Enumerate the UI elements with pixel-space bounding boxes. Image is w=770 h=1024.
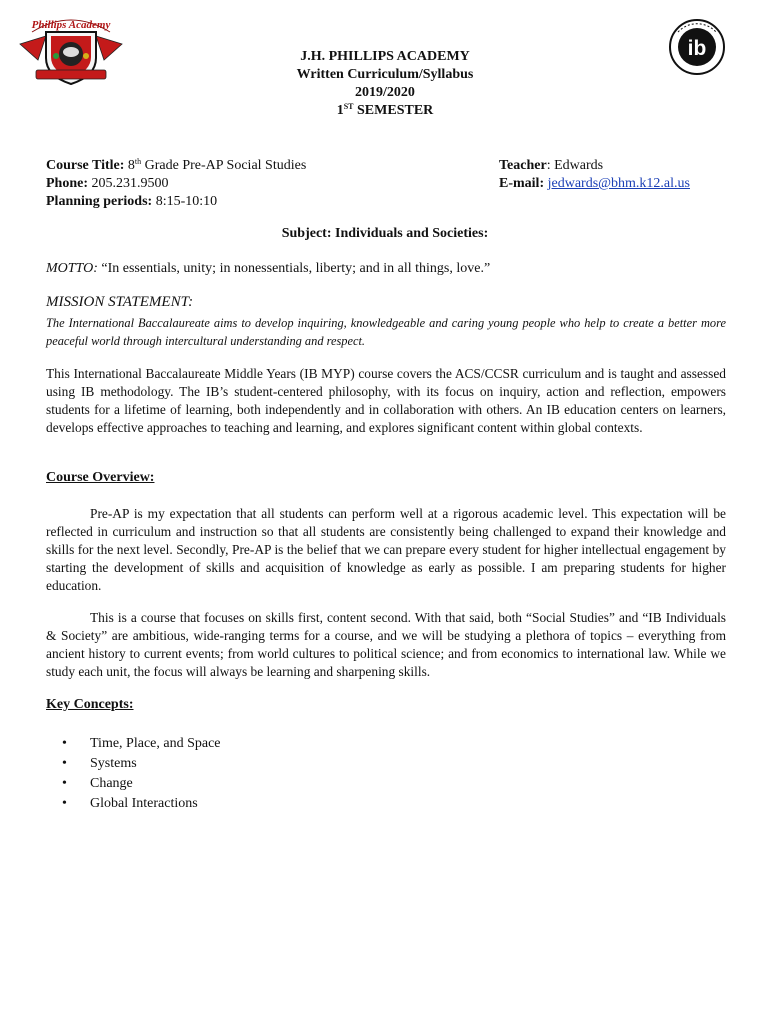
- list-item: [62, 774, 221, 794]
- course-grade-ordinal: th: [134, 157, 142, 166]
- list-item: [62, 794, 221, 814]
- concept-label: Time, Place, and Space: [90, 736, 221, 751]
- key-concepts-list: [62, 734, 221, 814]
- semester-ordinal: ST: [343, 102, 354, 111]
- semester-line: [200, 102, 570, 120]
- semester-number: 1: [336, 103, 344, 118]
- intro-paragraph: This International Baccalaureate Middle Years (IB MYP) course covers the ACS/CCSR curriculum and is taught and assessed using IB methodology. The IB’s student-centered philosophy, with its focus on inquiry, action and reflection, empowers students for a lifetime of learning, both independently and in collaboration with others. An IB education centers on learners, develops effective approaches to teaching and learning, and explores significant content within global contexts.: [46, 366, 726, 435]
- course-grade: 8: [127, 158, 135, 173]
- teacher-info: [499, 157, 690, 193]
- list-item: [62, 754, 221, 774]
- motto: [46, 261, 490, 277]
- planning-value: 8:15-10:10: [155, 194, 218, 209]
- teacher-label: Teacher: [499, 158, 547, 173]
- school-crest-logo: [18, 12, 124, 88]
- school-year: 2019/2020: [355, 85, 415, 100]
- course-title-label: Course Title:: [46, 158, 125, 173]
- ib-mark-text: ib: [687, 37, 707, 60]
- phone-value: 205.231.9500: [91, 176, 169, 191]
- concept-label: Global Interactions: [90, 796, 198, 811]
- teacher-value: : Edwards: [546, 158, 604, 173]
- teacher-line: [499, 157, 690, 175]
- mission-text: The International Baccalaureate aims to develop inquiring, knowledgeable and caring young people who help to create a better more peaceful world through intercultural understanding and respect.: [46, 316, 726, 348]
- mission-heading: MISSION STATEMENT:: [46, 294, 194, 310]
- phone-label: Phone:: [46, 176, 88, 191]
- planning-label: Planning periods:: [46, 194, 153, 209]
- concept-label: Systems: [90, 756, 137, 771]
- school-name: J.H. PHILLIPS ACADEMY: [300, 49, 470, 64]
- motto-label: MOTTO:: [46, 261, 98, 276]
- bullet-icon: •: [62, 796, 67, 811]
- list-item: [62, 734, 221, 754]
- document-header: [200, 48, 570, 120]
- email-label: E-mail:: [499, 176, 545, 191]
- email-link[interactable]: jedwards@bhm.k12.al.us: [547, 176, 690, 191]
- concept-label: Change: [90, 776, 133, 791]
- document-type: Written Curriculum/Syllabus: [296, 67, 474, 82]
- phone-line: [46, 175, 306, 193]
- semester-word: SEMESTER: [357, 103, 434, 118]
- motto-text: “In essentials, unity; in nonessentials, liberty; and in all things, love.”: [101, 261, 491, 276]
- planning-line: [46, 193, 306, 211]
- crest-arc-text: Phillips Academy: [31, 19, 111, 31]
- course-info: [46, 157, 306, 211]
- email-line: [499, 175, 690, 193]
- subject-heading: Subject: Individuals and Societies:: [281, 226, 489, 241]
- course-title-value: Grade Pre-AP Social Studies: [144, 158, 307, 173]
- overview-paragraph-2: This is a course that focuses on skills first, content second. With that said, both “Social Studies” and “IB Individuals & Society” are ambitious, wide-ranging terms for a course, and we will be studying a plethora of topics – everything from ancient history to current events; from world cultures to political science; and from economics to international law. While we study each unit, the focus will always be learning and sharpening skills.: [46, 610, 726, 679]
- course-title-line: [46, 157, 306, 175]
- course-overview-heading: Course Overview:: [46, 470, 155, 485]
- bullet-icon: •: [62, 736, 67, 751]
- overview-paragraph-1: Pre-AP is my expectation that all students can perform well at a rigorous academic level. This expectation will be reflected in curriculum and instruction so that all students are consistently being challenged to expand their knowledge and skills for the next level. Secondly, Pre-AP is the belief that we can prepare every student for higher intellectual engagement by starting the development of skills and acquisition of knowledge as early as possible. I am preparing students for higher education.: [46, 506, 726, 593]
- ib-world-school-logo: [668, 18, 726, 76]
- key-concepts-heading: Key Concepts:: [46, 697, 134, 712]
- bullet-icon: •: [62, 756, 67, 771]
- bullet-icon: •: [62, 776, 67, 791]
